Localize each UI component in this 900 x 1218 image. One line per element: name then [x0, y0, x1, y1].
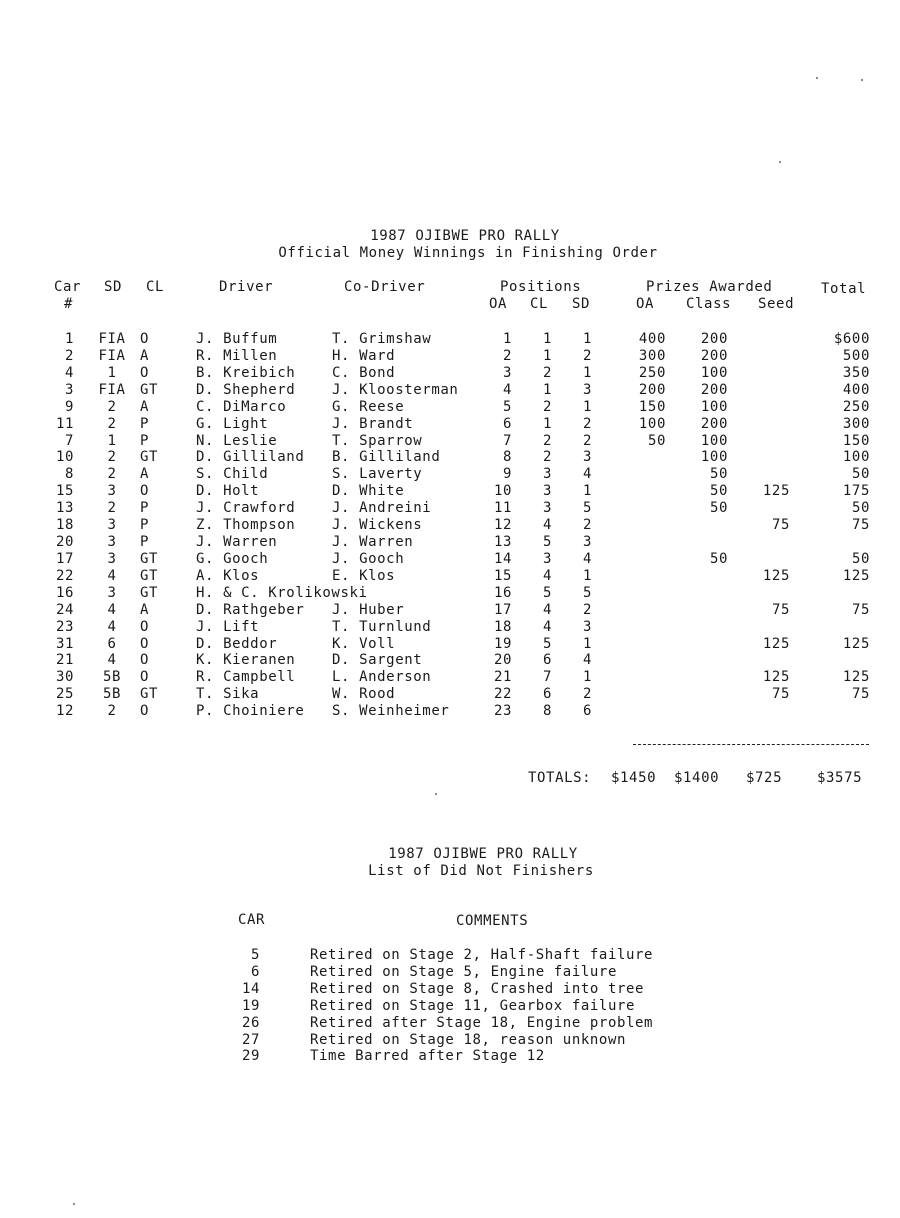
cell-car: 16 — [55, 584, 74, 601]
cell-pos-oa: 12 — [493, 517, 512, 534]
header-cl: CL — [146, 279, 165, 295]
cell-codriver: H. Ward — [332, 347, 396, 364]
cell-total: 400 — [842, 381, 870, 398]
cell-pos-cl: 5 — [542, 534, 552, 551]
dnf-comment: Time Barred after Stage 12 — [310, 1048, 545, 1065]
cell-codriver: C. Bond — [332, 364, 396, 381]
cell-prize-seed: 75 — [771, 686, 790, 703]
cell-prize-seed: 125 — [762, 567, 790, 584]
cell-cl: O — [140, 703, 150, 720]
cell-driver: G. Gooch — [196, 550, 269, 567]
cell-pos-oa: 22 — [493, 686, 512, 703]
scan-speck — [816, 77, 818, 79]
cell-sd: 4 — [107, 652, 117, 669]
cell-cl: P — [140, 415, 150, 432]
cell-codriver: J. Gooch — [332, 550, 405, 567]
totals-oa: $1450 — [611, 770, 657, 786]
cell-pos-oa: 9 — [502, 466, 512, 483]
cell-sd: 2 — [107, 703, 117, 720]
cell-pos-sd: 2 — [582, 517, 592, 534]
cell-pos-oa: 17 — [493, 601, 512, 618]
cell-pos-cl: 4 — [542, 601, 552, 618]
cell-pos-oa: 20 — [493, 652, 512, 669]
cell-pos-sd: 3 — [582, 618, 592, 635]
cell-car: 25 — [55, 686, 74, 703]
cell-pos-oa: 10 — [493, 483, 512, 500]
scan-speck — [779, 161, 781, 163]
header-positions: Positions — [500, 279, 582, 295]
totals-seed: $725 — [746, 770, 783, 786]
cell-pos-sd: 5 — [582, 500, 592, 517]
cell-codriver: E. Klos — [332, 567, 396, 584]
cell-pos-cl: 5 — [542, 584, 552, 601]
scan-speck — [861, 79, 863, 81]
cell-sd: FIA — [98, 347, 126, 364]
cell-pos-sd: 1 — [582, 364, 592, 381]
dnf-car: 5 — [250, 947, 260, 963]
cell-codriver: T. Turnlund — [332, 618, 432, 635]
cell-sd: 3 — [107, 584, 117, 601]
cell-sd: 3 — [107, 550, 117, 567]
cell-cl: A — [140, 398, 150, 415]
cell-cl: A — [140, 601, 150, 618]
cell-codriver: J. Kloosterman — [332, 381, 459, 398]
cell-sd: 2 — [107, 466, 117, 483]
cell-cl: P — [140, 534, 150, 551]
cell-codriver: W. Rood — [332, 686, 396, 703]
cell-pos-oa: 7 — [502, 432, 512, 449]
dnf-comment: Retired on Stage 2, Half-Shaft failure — [310, 947, 654, 963]
cell-car: 24 — [55, 601, 74, 618]
header-sd: SD — [104, 279, 123, 295]
cell-prize-oa: 250 — [638, 364, 666, 381]
dnf-comment: Retired on Stage 8, Crashed into tree — [310, 980, 645, 997]
cell-pos-cl: 1 — [542, 381, 552, 398]
cell-cl: O — [140, 669, 150, 686]
cell-pos-cl: 4 — [542, 618, 552, 635]
cell-sd: FIA — [98, 381, 126, 398]
cell-pos-cl: 2 — [542, 398, 552, 415]
cell-pos-sd: 3 — [582, 534, 592, 551]
dnf-car: 14 — [241, 980, 260, 997]
cell-prize-oa: 400 — [638, 331, 666, 347]
dnf-header-car: CAR — [238, 912, 266, 928]
cell-sd: 3 — [107, 517, 117, 534]
cell-pos-oa: 3 — [502, 364, 512, 381]
totals-grand: $3575 — [817, 770, 863, 786]
cell-pos-cl: 2 — [542, 432, 552, 449]
cell-sd: 2 — [107, 398, 117, 415]
header-total: Total — [821, 281, 867, 297]
dnf-car: 26 — [241, 1014, 260, 1031]
header-car-number: # — [64, 296, 74, 312]
cell-total: 50 — [851, 466, 870, 483]
cell-pos-oa: 2 — [502, 347, 512, 364]
cell-sd: 4 — [107, 567, 117, 584]
totals-label: TOTALS: — [528, 770, 592, 786]
cell-car: 18 — [55, 517, 74, 534]
cell-pos-cl: 1 — [542, 331, 552, 347]
cell-codriver: J. Warren — [332, 534, 414, 551]
cell-cl: GT — [140, 567, 159, 584]
cell-pos-oa: 4 — [502, 381, 512, 398]
cell-total: 75 — [851, 517, 870, 534]
cell-total: 125 — [842, 669, 870, 686]
dnf-comment: Retired on Stage 11, Gearbox failure — [310, 997, 636, 1014]
cell-pos-oa: 6 — [502, 415, 512, 432]
cell-prize-seed: 75 — [771, 601, 790, 618]
cell-pos-sd: 4 — [582, 466, 592, 483]
cell-codriver: D. Sargent — [332, 652, 423, 669]
dnf-title: 1987 OJIBWE PRO RALLY — [388, 846, 578, 862]
cell-pos-sd: 2 — [582, 601, 592, 618]
cell-car: 7 — [64, 432, 74, 449]
cell-pos-oa: 5 — [502, 398, 512, 415]
cell-prize-seed: 75 — [771, 517, 790, 534]
cell-codriver: B. Gilliland — [332, 449, 441, 466]
cell-sd: 4 — [107, 601, 117, 618]
cell-codriver: K. Voll — [332, 635, 396, 652]
cell-cl: O — [140, 331, 150, 347]
cell-prize-seed: 125 — [762, 669, 790, 686]
cell-sd: 4 — [107, 618, 117, 635]
cell-sd: 2 — [107, 449, 117, 466]
cell-codriver: J. Andreini — [332, 500, 432, 517]
cell-prize-class: 100 — [700, 398, 728, 415]
cell-pos-oa: 11 — [493, 500, 512, 517]
cell-total: 150 — [842, 432, 870, 449]
cell-pos-cl: 2 — [542, 364, 552, 381]
cell-sd: 5B — [102, 669, 122, 686]
cell-pos-sd: 1 — [582, 567, 592, 584]
cell-pos-oa: 18 — [493, 618, 512, 635]
header-prizes: Prizes Awarded — [646, 279, 773, 295]
cell-pos-sd: 4 — [582, 652, 592, 669]
cell-driver: D. Beddor — [196, 635, 278, 652]
cell-driver: G. Light — [196, 415, 269, 432]
cell-pos-sd: 1 — [582, 483, 592, 500]
cell-codriver: S. Weinheimer — [332, 703, 450, 720]
cell-pos-sd: 1 — [582, 669, 592, 686]
cell-sd: 6 — [107, 635, 117, 652]
cell-pos-cl: 4 — [542, 517, 552, 534]
cell-total: 350 — [842, 364, 870, 381]
cell-driver: K. Kieranen — [196, 652, 296, 669]
cell-sd: 2 — [107, 415, 117, 432]
cell-pos-sd: 1 — [582, 635, 592, 652]
cell-cl: A — [140, 347, 150, 364]
cell-cl: P — [140, 500, 150, 517]
dnf-car: 27 — [241, 1031, 260, 1048]
header-driver: Driver — [219, 279, 274, 295]
cell-sd: 3 — [107, 483, 117, 500]
cell-pos-cl: 3 — [542, 550, 552, 567]
cell-driver: D. Gilliland — [196, 449, 305, 466]
cell-driver: J. Lift — [196, 618, 260, 635]
cell-car: 10 — [55, 449, 74, 466]
cell-prize-class: 100 — [700, 364, 728, 381]
cell-driver: A. Klos — [196, 567, 260, 584]
cell-pos-oa: 1 — [502, 331, 512, 347]
cell-driver: J. Warren — [196, 534, 278, 551]
cell-pos-oa: 21 — [493, 669, 512, 686]
cell-total: 125 — [842, 635, 870, 652]
cell-pos-oa: 13 — [493, 534, 512, 551]
dnf-car: 6 — [250, 963, 260, 980]
cell-codriver: T. Sparrow — [332, 432, 423, 449]
cell-car: 2 — [64, 347, 74, 364]
cell-pos-cl: 6 — [542, 686, 552, 703]
cell-prize-class: 200 — [700, 331, 728, 347]
cell-car: 31 — [55, 635, 74, 652]
dnf-comment: Retired on Stage 5, Engine failure — [310, 963, 617, 980]
cell-driver: T. Sika — [196, 686, 260, 703]
cell-sd: 5B — [102, 686, 122, 703]
cell-car: 20 — [55, 534, 74, 551]
cell-car: 8 — [64, 466, 74, 483]
cell-pos-oa: 16 — [493, 584, 512, 601]
cell-driver: Z. Thompson — [196, 517, 296, 534]
cell-car: 12 — [55, 703, 74, 720]
cell-cl: A — [140, 466, 150, 483]
scan-speck — [435, 793, 437, 795]
cell-pos-cl: 2 — [542, 449, 552, 466]
cell-pos-cl: 3 — [542, 483, 552, 500]
cell-total: 500 — [842, 347, 870, 364]
cell-codriver: T. Grimshaw — [332, 331, 432, 347]
dnf-car: 19 — [241, 997, 260, 1014]
cell-cl: O — [140, 483, 150, 500]
cell-cl: GT — [140, 686, 159, 703]
cell-prize-class: 50 — [709, 550, 728, 567]
header-pos-cl: CL — [530, 296, 549, 312]
cell-prize-class: 50 — [709, 466, 728, 483]
cell-pos-cl: 1 — [542, 415, 552, 432]
cell-pos-cl: 1 — [542, 347, 552, 364]
cell-total: 175 — [842, 483, 870, 500]
cell-driver: D. Holt — [196, 483, 260, 500]
cell-cl: O — [140, 364, 150, 381]
cell-pos-sd: 2 — [582, 686, 592, 703]
cell-pos-cl: 6 — [542, 652, 552, 669]
cell-car: 9 — [64, 398, 74, 415]
header-car: Car — [54, 279, 82, 295]
cell-car: 17 — [55, 550, 74, 567]
cell-total: 300 — [842, 415, 870, 432]
cell-driver: B. Kreibich — [196, 364, 296, 381]
cell-sd: 1 — [107, 364, 117, 381]
cell-car: 3 — [64, 381, 74, 398]
header-pos-oa: OA — [489, 296, 508, 312]
cell-car: 23 — [55, 618, 74, 635]
cell-codriver: J. Huber — [332, 601, 405, 618]
cell-car: 1 — [64, 331, 74, 347]
cell-codriver: S. Laverty — [332, 466, 423, 483]
scan-speck — [73, 1203, 75, 1205]
cell-pos-oa: 19 — [493, 635, 512, 652]
cell-total: 50 — [851, 550, 870, 567]
totals-class: $1400 — [674, 770, 720, 786]
cell-total: 125 — [842, 567, 870, 584]
dnf-car: 29 — [241, 1048, 260, 1065]
cell-sd: 3 — [107, 534, 117, 551]
header-codriver: Co-Driver — [344, 279, 426, 295]
cell-prize-seed: 125 — [762, 483, 790, 500]
cell-driver: J. Buffum — [196, 331, 278, 347]
cell-codriver: L. Anderson — [332, 669, 432, 686]
cell-cl: GT — [140, 584, 159, 601]
cell-driver: D. Rathgeber — [196, 601, 305, 618]
cell-driver: H. & C. Krolikowski — [196, 584, 368, 601]
cell-sd: 1 — [107, 432, 117, 449]
cell-pos-sd: 3 — [582, 381, 592, 398]
cell-driver: J. Crawford — [196, 500, 296, 517]
cell-pos-cl: 4 — [542, 567, 552, 584]
cell-pos-cl: 8 — [542, 703, 552, 720]
cell-sd: 2 — [107, 500, 117, 517]
cell-pos-sd: 5 — [582, 584, 592, 601]
cell-pos-oa: 15 — [493, 567, 512, 584]
header-prize-class: Class — [686, 296, 732, 312]
results-title: 1987 OJIBWE PRO RALLY — [370, 228, 560, 244]
totals-divider — [633, 744, 869, 745]
cell-prize-class: 200 — [700, 415, 728, 432]
cell-prize-class: 200 — [700, 347, 728, 364]
cell-prize-seed: 125 — [762, 635, 790, 652]
cell-pos-cl: 7 — [542, 669, 552, 686]
cell-pos-sd: 1 — [582, 331, 592, 347]
cell-car: 15 — [55, 483, 74, 500]
results-subtitle: Official Money Winnings in Finishing Order — [278, 245, 658, 261]
cell-total: $600 — [833, 331, 870, 347]
cell-cl: P — [140, 517, 150, 534]
cell-prize-class: 200 — [700, 381, 728, 398]
cell-prize-class: 50 — [709, 483, 728, 500]
cell-prize-class: 100 — [700, 432, 728, 449]
cell-total: 100 — [842, 449, 870, 466]
cell-driver: N. Leslie — [196, 432, 278, 449]
dnf-subtitle: List of Did Not Finishers — [368, 863, 594, 879]
cell-codriver: J. Brandt — [332, 415, 414, 432]
cell-pos-sd: 2 — [582, 347, 592, 364]
cell-cl: O — [140, 652, 150, 669]
cell-pos-sd: 2 — [582, 432, 592, 449]
cell-cl: O — [140, 618, 150, 635]
cell-driver: P. Choiniere — [196, 703, 305, 720]
cell-cl: GT — [140, 550, 159, 567]
cell-prize-oa: 50 — [647, 432, 666, 449]
cell-driver: R. Campbell — [196, 669, 296, 686]
cell-pos-sd: 3 — [582, 449, 592, 466]
cell-driver: D. Shepherd — [196, 381, 296, 398]
cell-total: 50 — [851, 500, 870, 517]
cell-pos-cl: 3 — [542, 500, 552, 517]
cell-driver: C. DiMarco — [196, 398, 287, 415]
cell-prize-oa: 200 — [638, 381, 666, 398]
cell-total: 250 — [842, 398, 870, 415]
header-prize-oa: OA — [636, 296, 655, 312]
cell-pos-sd: 6 — [582, 703, 592, 720]
cell-prize-class: 50 — [709, 500, 728, 517]
header-prize-seed: Seed — [758, 296, 795, 312]
cell-driver: R. Millen — [196, 347, 278, 364]
cell-car: 11 — [55, 415, 74, 432]
cell-codriver: J. Wickens — [332, 517, 423, 534]
cell-pos-oa: 8 — [502, 449, 512, 466]
cell-sd: FIA — [98, 331, 126, 347]
cell-cl: GT — [140, 449, 159, 466]
cell-codriver: D. White — [332, 483, 405, 500]
cell-cl: P — [140, 432, 150, 449]
dnf-header-comments: COMMENTS — [456, 913, 529, 929]
cell-cl: GT — [140, 381, 159, 398]
cell-total: 75 — [851, 601, 870, 618]
cell-car: 13 — [55, 500, 74, 517]
cell-prize-oa: 100 — [638, 415, 666, 432]
cell-car: 21 — [55, 652, 74, 669]
cell-pos-oa: 23 — [493, 703, 512, 720]
cell-driver: S. Child — [196, 466, 269, 483]
cell-pos-cl: 3 — [542, 466, 552, 483]
cell-pos-oa: 14 — [493, 550, 512, 567]
cell-car: 22 — [55, 567, 74, 584]
cell-prize-class: 100 — [700, 449, 728, 466]
cell-pos-sd: 4 — [582, 550, 592, 567]
cell-pos-cl: 5 — [542, 635, 552, 652]
cell-pos-sd: 2 — [582, 415, 592, 432]
cell-car: 4 — [64, 364, 74, 381]
cell-total: 75 — [851, 686, 870, 703]
header-pos-sd: SD — [572, 296, 591, 312]
cell-codriver: G. Reese — [332, 398, 405, 415]
cell-cl: O — [140, 635, 150, 652]
dnf-comment: Retired after Stage 18, Engine problem — [310, 1014, 654, 1031]
cell-prize-oa: 300 — [638, 347, 666, 364]
dnf-comment: Retired on Stage 18, reason unknown — [310, 1031, 627, 1048]
cell-car: 30 — [55, 669, 74, 686]
cell-pos-sd: 1 — [582, 398, 592, 415]
cell-prize-oa: 150 — [638, 398, 666, 415]
